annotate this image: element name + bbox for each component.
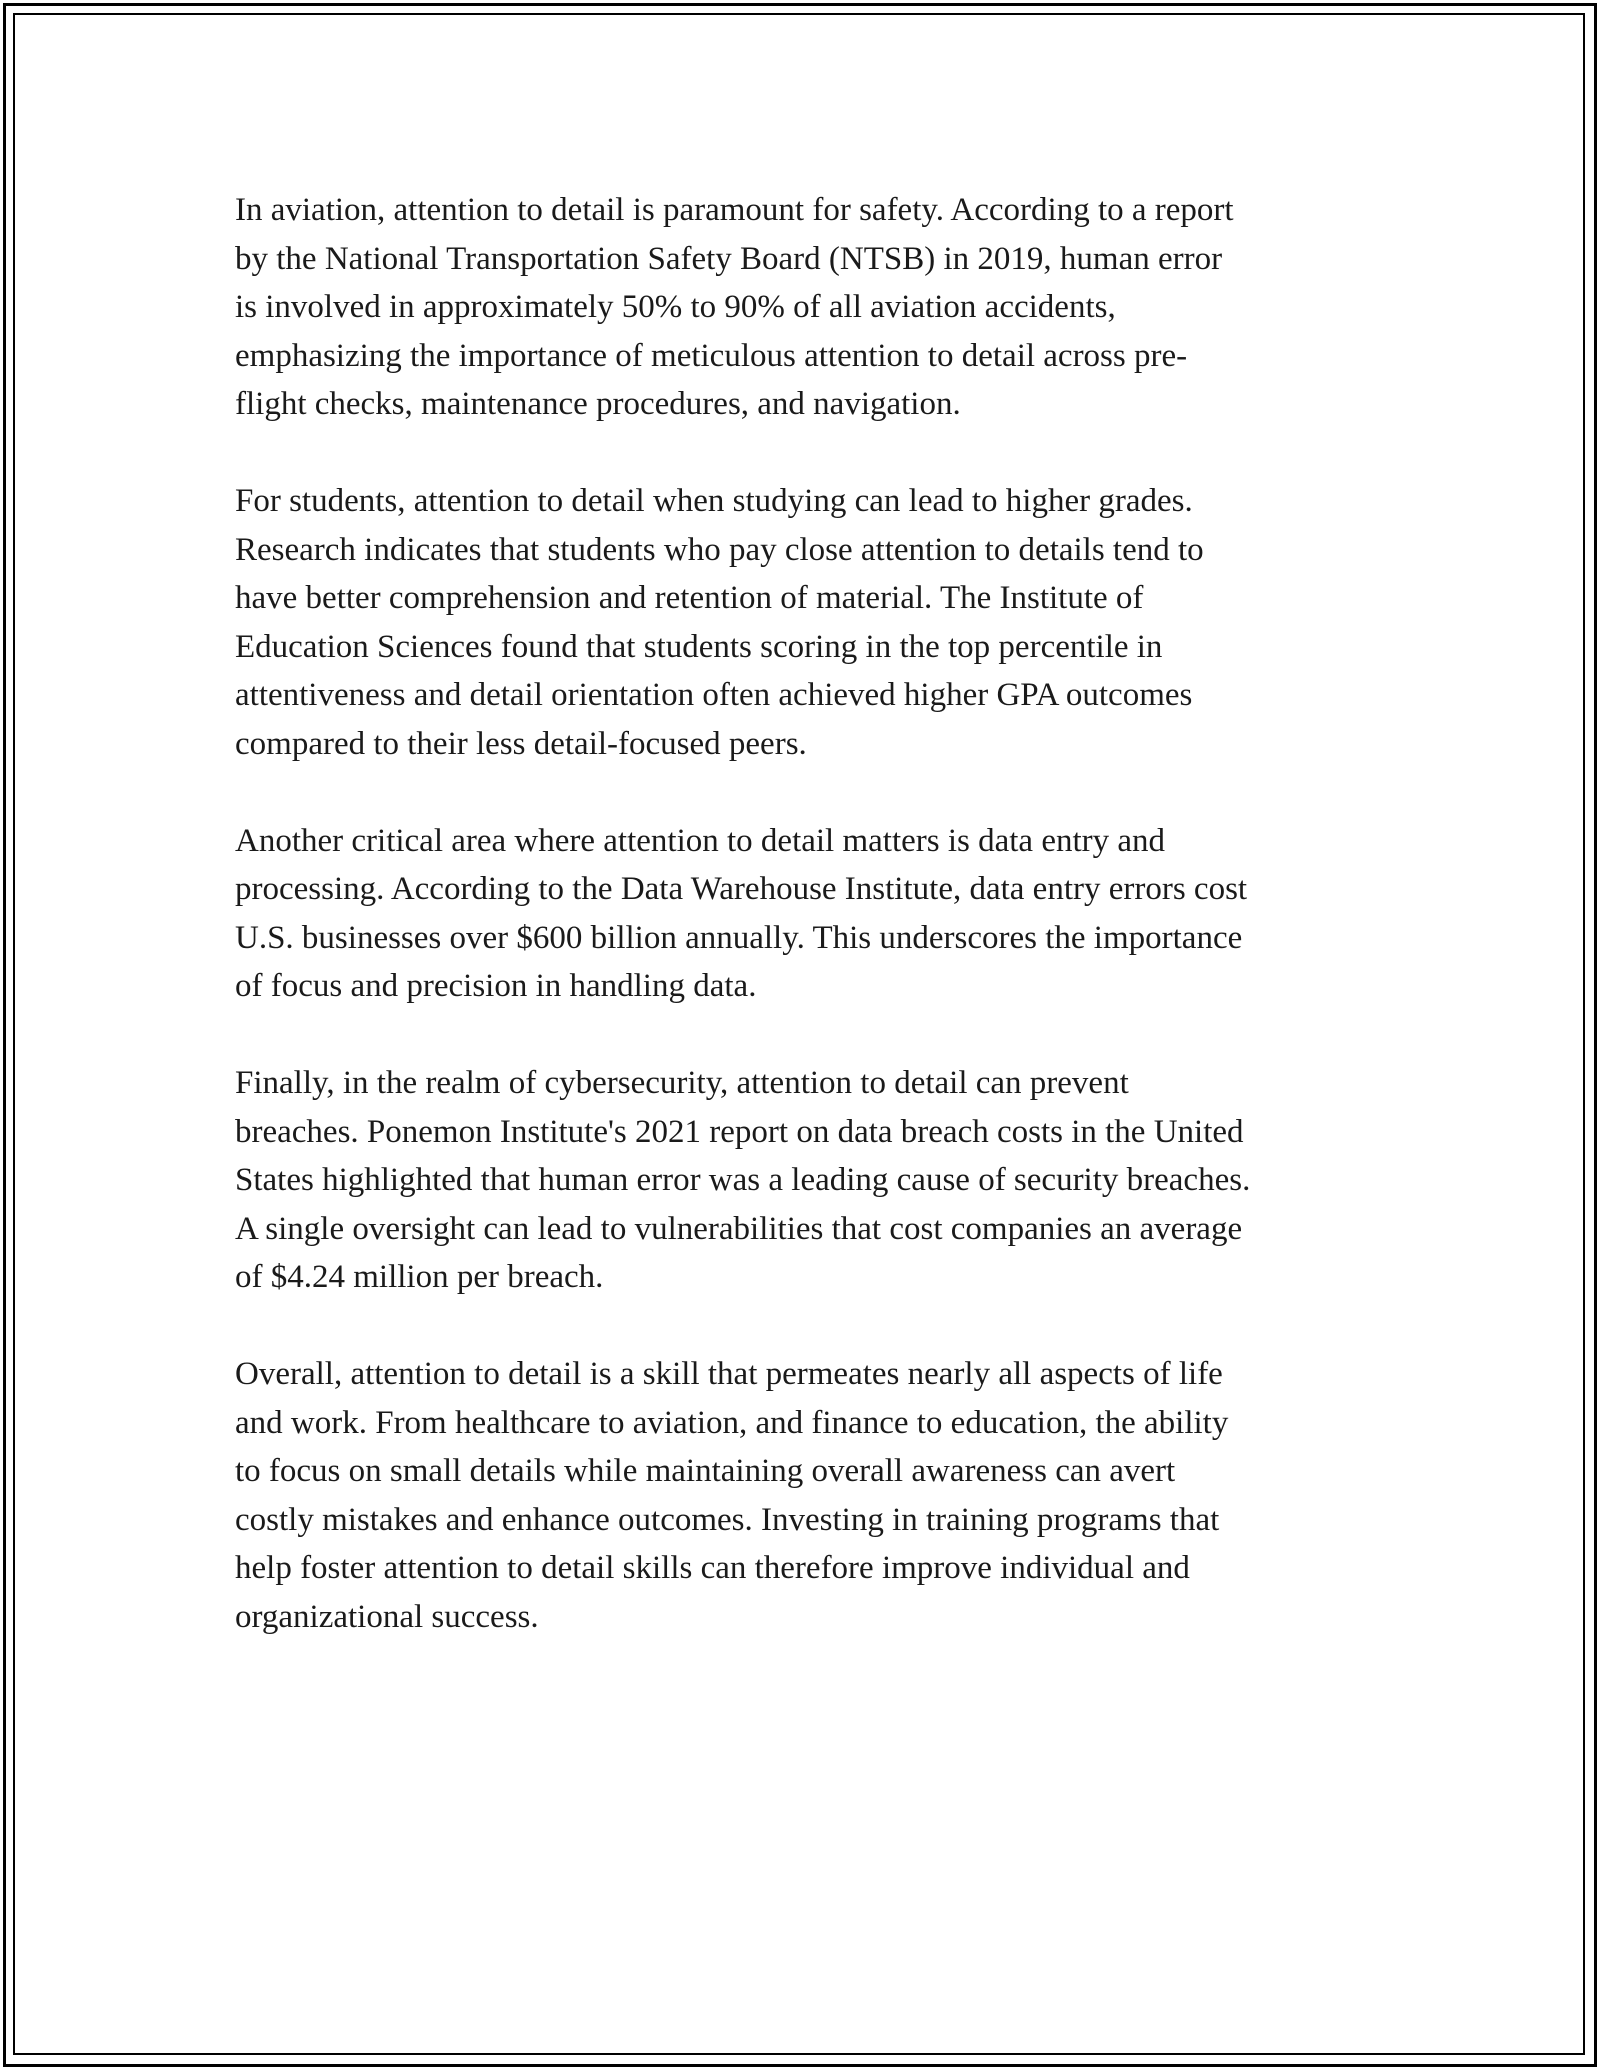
paragraph-overall: Overall, attention to detail is a skill that permeates nearly all aspects of life and work. From healthcare to aviation, and finance to education, the ability to focus on small details while maintaining overall awareness can avert costly mistakes and enhance outcomes. Investing in training programs that help foster attention to detail skills can therefore improve individual and organizational success. — [235, 1356, 1229, 1635]
paragraph-students: For students, attention to detail when studying can lead to higher grades. Research indicates that students who pay close attention to details tend to have better comprehension and retention of material. The Institute of Education Sciences found that students scoring in the top percentile in attentiveness and detail orientation often achieved higher GPA outcomes compared to their less detail-focused peers. — [235, 483, 1204, 762]
document-body — [235, 186, 1375, 1690]
paragraph-aviation: In aviation, attention to detail is paramount for safety. According to a report by the National Transportation Safety Board (NTSB) in 2019, human error is involved in approximately 50% to 90% of all aviation accidents, emphasizing the importance of meticulous attention to detail across pre- flight checks, maintenance procedures, and navigation. — [235, 192, 1234, 422]
paragraph-cybersecurity: Finally, in the realm of cybersecurity, attention to detail can prevent breaches. Ponemon Institute's 2021 report on data breach costs in the United States highlighted that human error was a leading cause of security breaches. A single oversight can lead to vulnerabilities that cost companies an average of $4.24 million per breach. — [235, 1065, 1251, 1295]
paragraph-data-entry: Another critical area where attention to detail matters is data entry and processing. According to the Data Warehouse Institute, data entry errors cost U.S. businesses over $600 billion annually. This underscores the importance of focus and precision in handling data. — [235, 822, 1248, 1004]
